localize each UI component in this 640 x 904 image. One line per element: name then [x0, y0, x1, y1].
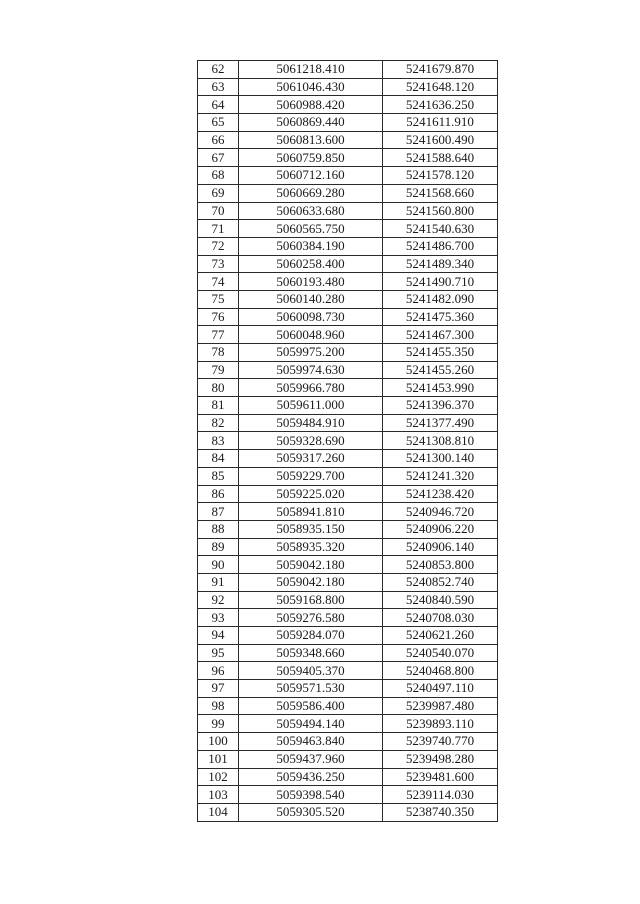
- x-coordinate-cell: 5059042.180: [239, 573, 383, 591]
- table-row: [198, 520, 498, 538]
- point-number-cell: 92: [198, 591, 239, 609]
- x-coordinate-cell: 5059494.140: [239, 715, 383, 733]
- y-coordinate-cell: 5240540.070: [383, 644, 498, 662]
- x-coordinate-cell: 5060140.280: [239, 290, 383, 308]
- y-coordinate-cell: 5241475.360: [383, 308, 498, 326]
- point-number-cell: 100: [198, 733, 239, 751]
- point-number-cell: 73: [198, 255, 239, 273]
- x-coordinate-cell: 5061046.430: [239, 78, 383, 96]
- y-coordinate-cell: 5241482.090: [383, 290, 498, 308]
- y-coordinate-cell: 5241540.630: [383, 220, 498, 238]
- y-coordinate-cell: 5241396.370: [383, 397, 498, 415]
- x-coordinate-cell: 5060098.730: [239, 308, 383, 326]
- x-coordinate-cell: 5059284.070: [239, 627, 383, 645]
- table-row: [198, 803, 498, 821]
- point-number-cell: 79: [198, 361, 239, 379]
- table-row: [198, 467, 498, 485]
- x-coordinate-cell: 5058941.810: [239, 503, 383, 521]
- x-coordinate-cell: 5059966.780: [239, 379, 383, 397]
- y-coordinate-cell: 5239114.030: [383, 786, 498, 804]
- x-coordinate-cell: 5059042.180: [239, 556, 383, 574]
- point-number-cell: 69: [198, 184, 239, 202]
- point-number-cell: 96: [198, 662, 239, 680]
- table-row: [198, 503, 498, 521]
- point-number-cell: 70: [198, 202, 239, 220]
- point-number-cell: 65: [198, 114, 239, 132]
- y-coordinate-cell: 5241377.490: [383, 414, 498, 432]
- table-row: [198, 662, 498, 680]
- y-coordinate-cell: 5241600.490: [383, 131, 498, 149]
- y-coordinate-cell: 5240708.030: [383, 609, 498, 627]
- x-coordinate-cell: 5059168.800: [239, 591, 383, 609]
- table-row: [198, 414, 498, 432]
- x-coordinate-cell: 5058935.150: [239, 520, 383, 538]
- x-coordinate-cell: 5059276.580: [239, 609, 383, 627]
- table-row: [198, 432, 498, 450]
- x-coordinate-cell: 5060633.680: [239, 202, 383, 220]
- point-number-cell: 78: [198, 344, 239, 362]
- table-row: [198, 273, 498, 291]
- point-number-cell: 76: [198, 308, 239, 326]
- x-coordinate-cell: 5059405.370: [239, 662, 383, 680]
- table-row: [198, 397, 498, 415]
- table-row: [198, 255, 498, 273]
- point-number-cell: 63: [198, 78, 239, 96]
- point-number-cell: 81: [198, 397, 239, 415]
- table-row: [198, 220, 498, 238]
- table-row: [198, 680, 498, 698]
- y-coordinate-cell: 5241453.990: [383, 379, 498, 397]
- x-coordinate-cell: 5059229.700: [239, 467, 383, 485]
- table-row: [198, 644, 498, 662]
- table-row: [198, 750, 498, 768]
- x-coordinate-cell: 5059317.260: [239, 450, 383, 468]
- point-number-cell: 102: [198, 768, 239, 786]
- table-row: [198, 78, 498, 96]
- table-row: [198, 96, 498, 114]
- y-coordinate-cell: 5240852.740: [383, 573, 498, 591]
- table-row: [198, 61, 498, 79]
- x-coordinate-cell: 5059463.840: [239, 733, 383, 751]
- point-number-cell: 64: [198, 96, 239, 114]
- table-row: [198, 184, 498, 202]
- y-coordinate-cell: 5241467.300: [383, 326, 498, 344]
- table-row: [198, 379, 498, 397]
- point-number-cell: 93: [198, 609, 239, 627]
- table-row: [198, 538, 498, 556]
- x-coordinate-cell: 5059484.910: [239, 414, 383, 432]
- table-row: [198, 573, 498, 591]
- point-number-cell: 99: [198, 715, 239, 733]
- point-number-cell: 95: [198, 644, 239, 662]
- y-coordinate-cell: 5239740.770: [383, 733, 498, 751]
- x-coordinate-cell: 5060759.850: [239, 149, 383, 167]
- y-coordinate-cell: 5241648.120: [383, 78, 498, 96]
- y-coordinate-cell: 5240906.140: [383, 538, 498, 556]
- table-row: [198, 450, 498, 468]
- point-number-cell: 84: [198, 450, 239, 468]
- x-coordinate-cell: 5060048.960: [239, 326, 383, 344]
- y-coordinate-cell: 5241486.700: [383, 237, 498, 255]
- point-number-cell: 75: [198, 290, 239, 308]
- x-coordinate-cell: 5060988.420: [239, 96, 383, 114]
- point-number-cell: 103: [198, 786, 239, 804]
- table-row: [198, 308, 498, 326]
- y-coordinate-cell: 5241578.120: [383, 167, 498, 185]
- y-coordinate-cell: 5240840.590: [383, 591, 498, 609]
- point-number-cell: 62: [198, 61, 239, 79]
- x-coordinate-cell: 5059571.530: [239, 680, 383, 698]
- y-coordinate-cell: 5241455.350: [383, 344, 498, 362]
- x-coordinate-cell: 5058935.320: [239, 538, 383, 556]
- y-coordinate-cell: 5241455.260: [383, 361, 498, 379]
- point-number-cell: 82: [198, 414, 239, 432]
- point-number-cell: 68: [198, 167, 239, 185]
- x-coordinate-cell: 5059437.960: [239, 750, 383, 768]
- x-coordinate-cell: 5060813.600: [239, 131, 383, 149]
- y-coordinate-cell: 5240906.220: [383, 520, 498, 538]
- y-coordinate-cell: 5241489.340: [383, 255, 498, 273]
- table-row: [198, 344, 498, 362]
- y-coordinate-cell: 5241560.800: [383, 202, 498, 220]
- y-coordinate-cell: 5241611.910: [383, 114, 498, 132]
- y-coordinate-cell: 5239893.110: [383, 715, 498, 733]
- y-coordinate-cell: 5240621.260: [383, 627, 498, 645]
- x-coordinate-cell: 5059975.200: [239, 344, 383, 362]
- point-number-cell: 88: [198, 520, 239, 538]
- point-number-cell: 94: [198, 627, 239, 645]
- point-number-cell: 87: [198, 503, 239, 521]
- table-row: [198, 290, 498, 308]
- y-coordinate-cell: 5241308.810: [383, 432, 498, 450]
- point-number-cell: 80: [198, 379, 239, 397]
- y-coordinate-cell: 5239481.600: [383, 768, 498, 786]
- y-coordinate-cell: 5241568.660: [383, 184, 498, 202]
- point-number-cell: 66: [198, 131, 239, 149]
- x-coordinate-cell: 5059348.660: [239, 644, 383, 662]
- x-coordinate-cell: 5059305.520: [239, 803, 383, 821]
- table-row: [198, 786, 498, 804]
- point-number-cell: 77: [198, 326, 239, 344]
- x-coordinate-cell: 5059586.400: [239, 697, 383, 715]
- y-coordinate-cell: 5240853.800: [383, 556, 498, 574]
- x-coordinate-cell: 5059225.020: [239, 485, 383, 503]
- point-number-cell: 83: [198, 432, 239, 450]
- table-row: [198, 609, 498, 627]
- point-number-cell: 71: [198, 220, 239, 238]
- y-coordinate-cell: 5241588.640: [383, 149, 498, 167]
- table-row: [198, 167, 498, 185]
- table-row: [198, 326, 498, 344]
- y-coordinate-cell: 5241300.140: [383, 450, 498, 468]
- point-number-cell: 67: [198, 149, 239, 167]
- point-number-cell: 97: [198, 680, 239, 698]
- y-coordinate-cell: 5239987.480: [383, 697, 498, 715]
- x-coordinate-cell: 5059398.540: [239, 786, 383, 804]
- point-number-cell: 104: [198, 803, 239, 821]
- y-coordinate-cell: 5241636.250: [383, 96, 498, 114]
- x-coordinate-cell: 5059974.630: [239, 361, 383, 379]
- table-row: [198, 697, 498, 715]
- x-coordinate-cell: 5060258.400: [239, 255, 383, 273]
- table-row: [198, 361, 498, 379]
- y-coordinate-cell: 5239498.280: [383, 750, 498, 768]
- point-number-cell: 86: [198, 485, 239, 503]
- point-number-cell: 91: [198, 573, 239, 591]
- y-coordinate-cell: 5240497.110: [383, 680, 498, 698]
- x-coordinate-cell: 5059611.000: [239, 397, 383, 415]
- table-row: [198, 733, 498, 751]
- table-row: [198, 556, 498, 574]
- x-coordinate-cell: 5060869.440: [239, 114, 383, 132]
- point-number-cell: 85: [198, 467, 239, 485]
- table-row: [198, 114, 498, 132]
- x-coordinate-cell: 5059328.690: [239, 432, 383, 450]
- table-row: [198, 627, 498, 645]
- y-coordinate-cell: 5238740.350: [383, 803, 498, 821]
- table-row: [198, 591, 498, 609]
- point-number-cell: 98: [198, 697, 239, 715]
- x-coordinate-cell: 5060669.280: [239, 184, 383, 202]
- table-row: [198, 715, 498, 733]
- coordinates-table: [197, 60, 498, 822]
- table-row: [198, 202, 498, 220]
- point-number-cell: 74: [198, 273, 239, 291]
- x-coordinate-cell: 5060565.750: [239, 220, 383, 238]
- y-coordinate-cell: 5241490.710: [383, 273, 498, 291]
- y-coordinate-cell: 5240468.800: [383, 662, 498, 680]
- table-row: [198, 131, 498, 149]
- x-coordinate-cell: 5061218.410: [239, 61, 383, 79]
- point-number-cell: 89: [198, 538, 239, 556]
- table-row: [198, 768, 498, 786]
- coordinates-table-body: [198, 61, 498, 822]
- table-row: [198, 485, 498, 503]
- point-number-cell: 72: [198, 237, 239, 255]
- y-coordinate-cell: 5241679.870: [383, 61, 498, 79]
- y-coordinate-cell: 5240946.720: [383, 503, 498, 521]
- point-number-cell: 90: [198, 556, 239, 574]
- point-number-cell: 101: [198, 750, 239, 768]
- table-row: [198, 149, 498, 167]
- y-coordinate-cell: 5241241.320: [383, 467, 498, 485]
- x-coordinate-cell: 5060384.190: [239, 237, 383, 255]
- y-coordinate-cell: 5241238.420: [383, 485, 498, 503]
- x-coordinate-cell: 5059436.250: [239, 768, 383, 786]
- x-coordinate-cell: 5060712.160: [239, 167, 383, 185]
- x-coordinate-cell: 5060193.480: [239, 273, 383, 291]
- table-row: [198, 237, 498, 255]
